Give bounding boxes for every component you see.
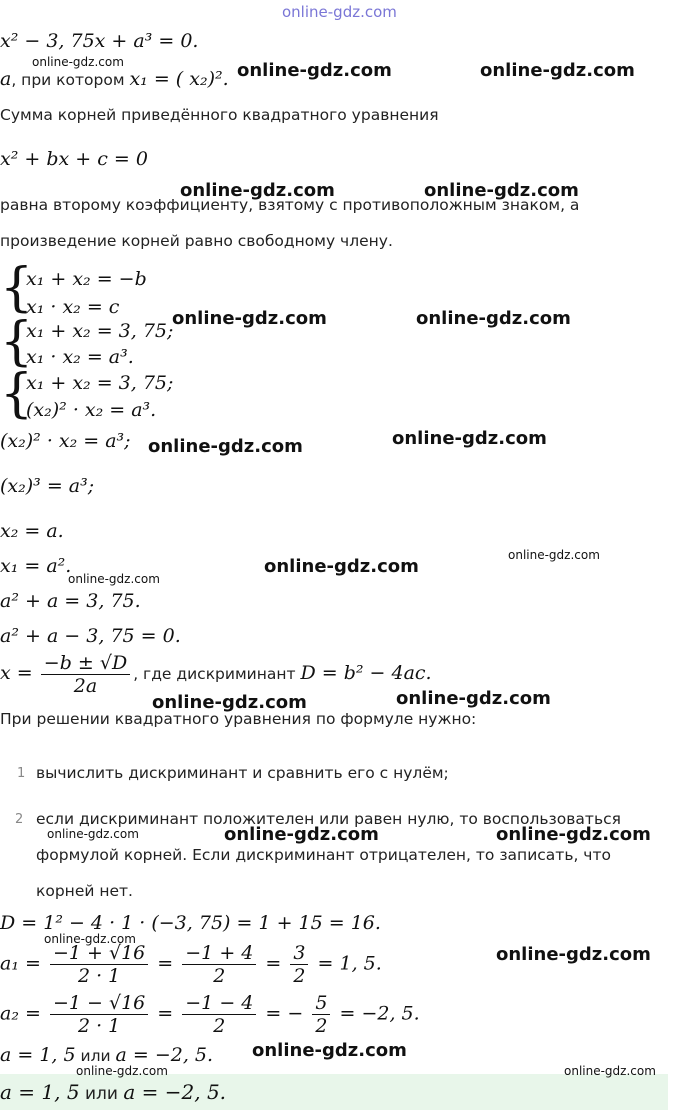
answer-or: или <box>79 1084 124 1104</box>
discriminant-calc: D = 1² − 4 · 1 · (−3, 75) = 1 + 15 = 16. <box>0 912 381 934</box>
watermark: online-gdz.com <box>252 1040 407 1061</box>
answer-a: a = 1, 5 <box>0 1080 80 1104</box>
watermark: online-gdz.com <box>496 824 651 845</box>
watermark: online-gdz.com <box>564 1064 656 1078</box>
roots-summary-b: a = −2, 5. <box>115 1044 214 1066</box>
a1-frac2-den: 2 <box>213 965 226 987</box>
system3-eq2: (x₂)² · x₂ = a³. <box>26 399 157 421</box>
watermark: online-gdz.com <box>47 827 139 841</box>
vieta-text-1: равна второму коэффициенту, взятому с противоположным знаком, а <box>0 196 580 214</box>
system1-eq1: x₁ + x₂ = −b <box>26 268 147 290</box>
roots-summary-or: или <box>75 1047 116 1065</box>
formula-lhs: x = <box>0 662 33 684</box>
watermark: online-gdz.com <box>68 572 160 586</box>
watermark: online-gdz.com <box>32 55 124 69</box>
system-brace-3: { <box>0 364 34 424</box>
equation-main: x² − 3, 75x + a³ = 0. <box>0 30 199 52</box>
formula-denominator: 2a <box>73 675 98 697</box>
derivation-3: x₂ = a. <box>0 520 64 542</box>
vieta-text-2: произведение корней равно свободному члену. <box>0 232 393 250</box>
vieta-intro: Сумма корней приведённого квадратного уравнения <box>0 106 439 124</box>
watermark: online-gdz.com <box>237 60 392 81</box>
system2-eq1: x₁ + x₂ = 3, 75; <box>26 320 174 342</box>
watermark: online-gdz.com <box>392 428 547 449</box>
watermark: online-gdz.com <box>76 1064 168 1078</box>
system3-eq1: x₁ + x₂ = 3, 75; <box>26 372 174 394</box>
a2-frac2-den: 2 <box>213 1015 226 1037</box>
system1-eq2: x₁ · x₂ = c <box>26 296 120 318</box>
formula-fraction <box>41 652 130 697</box>
a1-frac1 <box>50 942 148 987</box>
list-number-2: 2 <box>15 812 24 827</box>
derivation-6: a² + a − 3, 75 = 0. <box>0 625 181 647</box>
system-brace-1: { <box>0 258 34 318</box>
a1-eq2: = <box>265 952 282 975</box>
a1-lhs: a₁ = <box>0 952 41 975</box>
derivation-1: (x₂)² · x₂ = a³; <box>0 430 131 452</box>
root-a2 <box>0 992 420 1037</box>
list-item-2-line2: формулой корней. Если дискриминант отрицателен, то записать, что <box>36 846 611 864</box>
a1-eq: = <box>157 952 174 975</box>
roots-summary <box>0 1044 213 1066</box>
watermark: online-gdz.com <box>396 688 551 709</box>
list-item-2-line3: корней нет. <box>36 882 133 900</box>
watermark-top: online-gdz.com <box>282 3 397 21</box>
a2-frac3 <box>312 992 330 1037</box>
answer-line <box>0 1080 226 1104</box>
a1-frac1-den: 2 · 1 <box>77 965 121 987</box>
derivation-5: a² + a = 3, 75. <box>0 590 141 612</box>
answer-b: a = −2, 5. <box>123 1080 227 1104</box>
method-intro: При решении квадратного уравнения по формуле нужно: <box>0 710 477 728</box>
a2-frac3-num: 5 <box>312 992 330 1015</box>
a2-frac2 <box>182 992 256 1037</box>
watermark: online-gdz.com <box>180 180 335 201</box>
a2-lhs: a₂ = <box>0 1002 41 1025</box>
system-brace-2: { <box>0 312 34 372</box>
a2-minus: = − <box>265 1002 304 1025</box>
a2-eq: = <box>157 1002 174 1025</box>
a2-frac3-den: 2 <box>315 1015 328 1037</box>
condition-text: , при котором <box>11 71 130 89</box>
watermark: online-gdz.com <box>224 824 379 845</box>
a2-frac1-den: 2 · 1 <box>77 1015 121 1037</box>
quadratic-formula <box>0 652 432 697</box>
list-item-1: вычислить дискриминант и сравнить его с нулём; <box>36 764 449 782</box>
watermark: online-gdz.com <box>152 692 307 713</box>
a1-frac3-den: 2 <box>293 965 306 987</box>
formula-text: , где дискриминант <box>133 665 301 683</box>
a1-frac1-num: −1 + √16 <box>50 942 148 965</box>
a1-frac3 <box>290 942 308 987</box>
derivation-2: (x₂)³ = a³; <box>0 475 95 497</box>
condition-formula: x₁ = ( x₂)². <box>129 68 229 90</box>
a2-frac1 <box>50 992 148 1037</box>
formula-numerator: −b ± √D <box>41 652 130 675</box>
watermark: online-gdz.com <box>480 60 635 81</box>
condition-line <box>0 68 229 90</box>
watermark: online-gdz.com <box>496 944 651 965</box>
reduced-quadratic: x² + bx + c = 0 <box>0 148 148 170</box>
a2-frac2-num: −1 − 4 <box>182 992 256 1015</box>
watermark: online-gdz.com <box>508 548 600 562</box>
watermark: online-gdz.com <box>44 932 136 946</box>
system2-eq2: x₁ · x₂ = a³. <box>26 346 134 368</box>
discriminant-formula: D = b² − 4ac. <box>300 662 432 684</box>
root-a1 <box>0 942 382 987</box>
roots-summary-a: a = 1, 5 <box>0 1044 76 1066</box>
a2-result: = −2, 5. <box>339 1002 420 1025</box>
a1-frac2 <box>182 942 256 987</box>
watermark: online-gdz.com <box>264 556 419 577</box>
watermark: online-gdz.com <box>172 308 327 329</box>
watermark: online-gdz.com <box>424 180 579 201</box>
list-number-1: 1 <box>17 766 26 781</box>
watermark: online-gdz.com <box>416 308 571 329</box>
a1-frac2-num: −1 + 4 <box>182 942 256 965</box>
a1-result: = 1, 5. <box>317 952 382 975</box>
a1-frac3-num: 3 <box>290 942 308 965</box>
derivation-4: x₁ = a². <box>0 555 72 577</box>
watermark: online-gdz.com <box>148 436 303 457</box>
a2-frac1-num: −1 − √16 <box>50 992 148 1015</box>
condition-var: a <box>0 68 12 90</box>
list-item-2-line1: если дискриминант положителен или равен нулю, то воспользоваться <box>36 810 621 828</box>
